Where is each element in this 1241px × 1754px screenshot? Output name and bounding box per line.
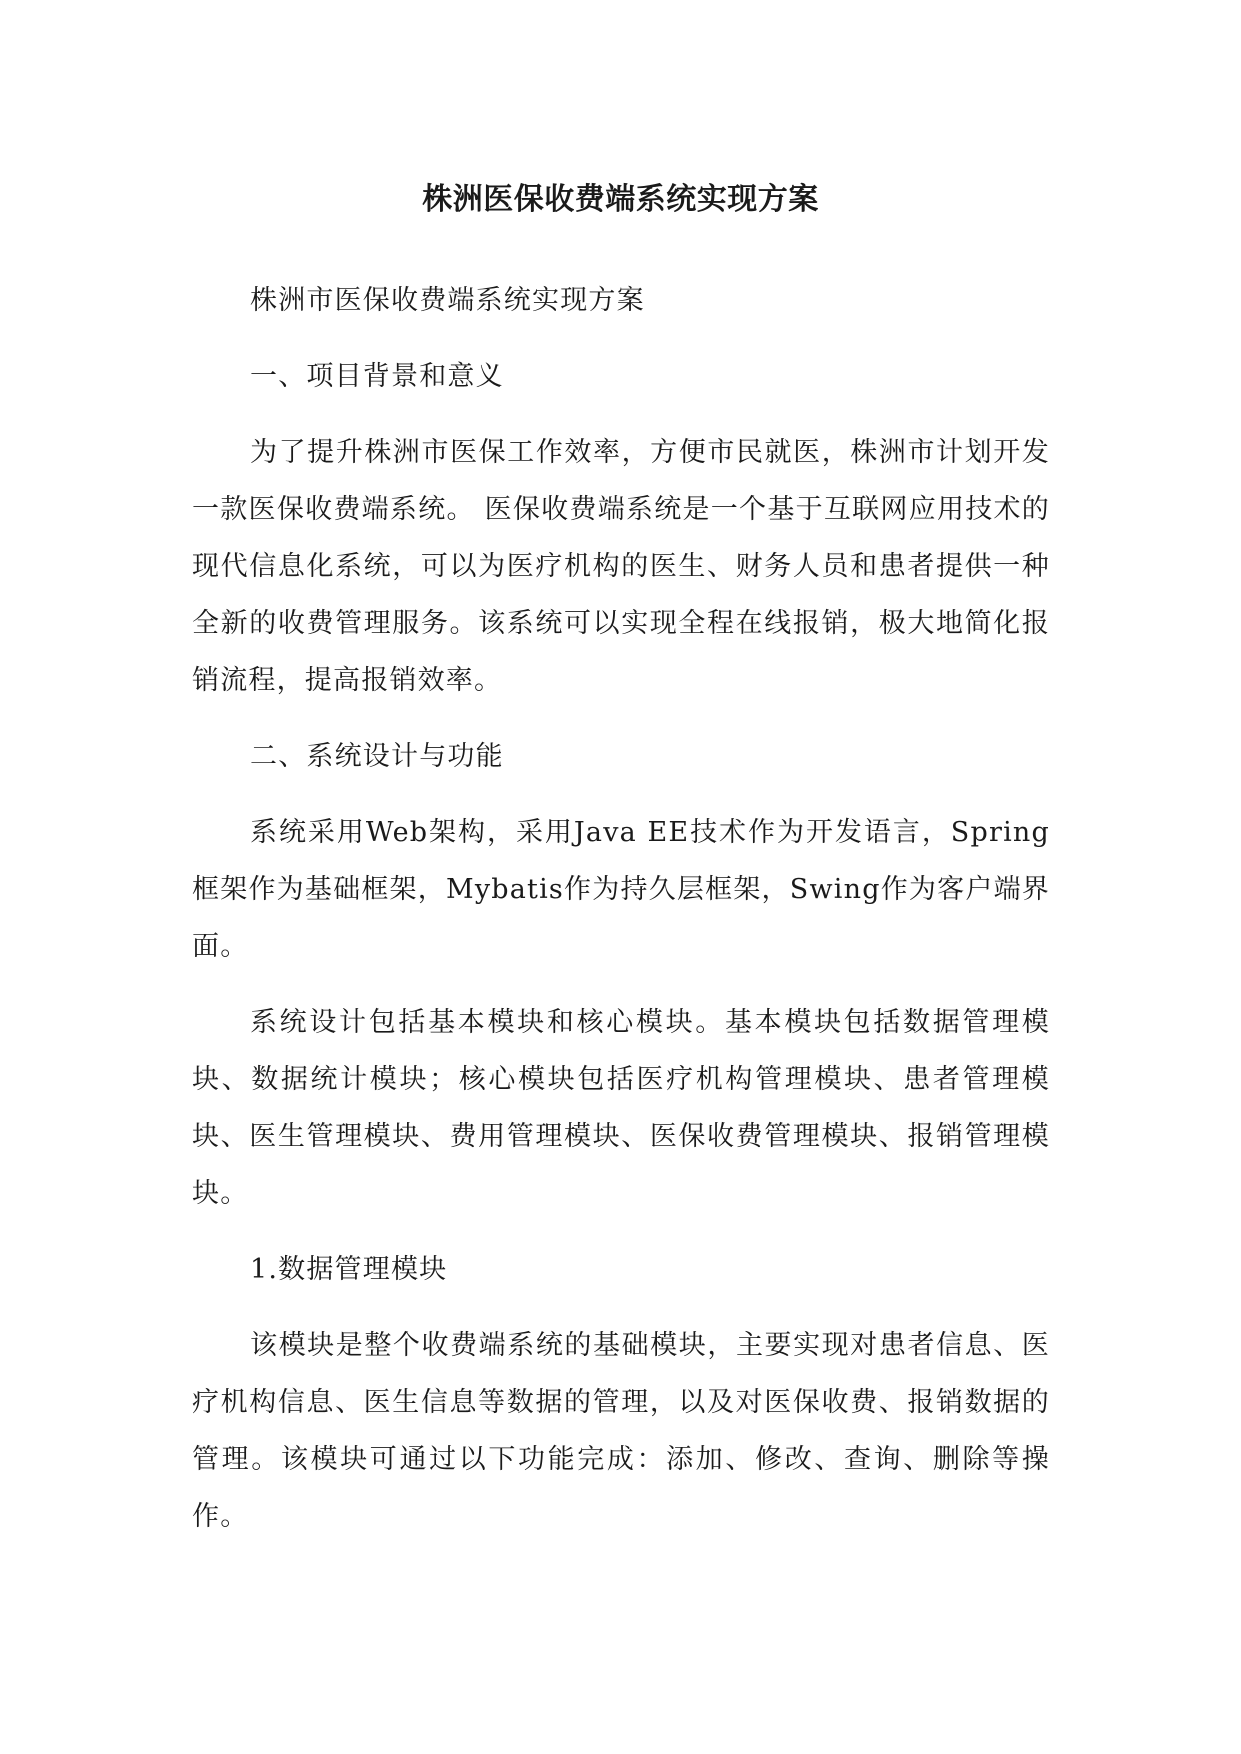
paragraph-data-management: 该模块是整个收费端系统的基础模块，主要实现对患者信息、医疗机构信息、医生信息等数据的管理，以及对医保收费、报销数据的管理。该模块可通过以下功能完成：添加、修改、查询、删除等操作。 [192,1330,1050,1532]
section-heading-design: 二、系统设计与功能 [250,741,504,772]
subsection-heading-data-management: 1.数据管理模块 [250,1254,448,1285]
paragraph-subtitle: 株洲市医保收费端系统实现方案 [250,285,645,316]
paragraph-modules: 系统设计包括基本模块和核心模块。基本模块包括数据管理模块、数据统计模块；核心模块包括医疗机构管理模块、患者管理模块、医生管理模块、费用管理模块、医保收费管理模块、报销管理模块。 [192,1007,1050,1209]
paragraph-architecture: 系统采用Web架构，采用Java EE技术作为开发语言，Spring框架作为基础框架，Mybatis作为持久层框架，Swing作为客户端界面。 [192,817,1050,962]
section-heading-background: 一、项目背景和意义 [250,361,504,392]
document-body [192,272,1050,1564]
document-title: 株洲医保收费端系统实现方案 [422,182,819,217]
paragraph-background: 为了提升株洲市医保工作效率，方便市民就医，株洲市计划开发一款医保收费端系统。 医保收费端系统是一个基于互联网应用技术的现代信息化系统，可以为医疗机构的医生、财务人员和患者提供一种全新的收费管理服务。该系统可以实现全程在线报销，极大地简化报销流程，提高报销效率。 [192,437,1050,696]
